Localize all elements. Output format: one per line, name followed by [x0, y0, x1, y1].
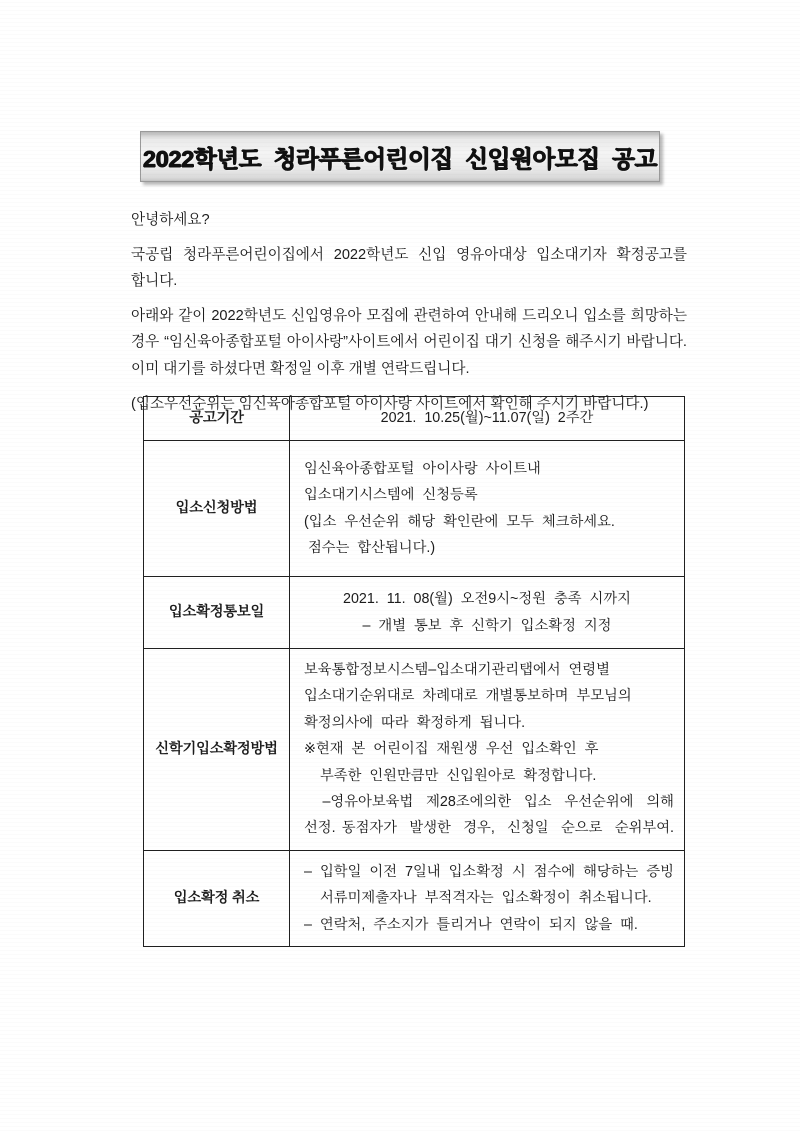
value-lines	[290, 448, 684, 570]
paragraph-details: 아래와 같이 2022학년도 신입영유아 모집에 관련하여 안내해 드리오니 입소를 희망하는 경우 “임신육아종합포털 아이사랑”사이트에서 어린이집 대기 신청을 해주시기 바랍니다. 이미 대기를 하셨다면 확정일 이후 개별 연락드립니다.	[131, 307, 687, 377]
row-label-cancellation: 입소확정 취소	[144, 850, 290, 946]
table-row	[144, 649, 685, 851]
value-lines	[290, 397, 684, 439]
value-line: 점수는 합산됩니다.)	[304, 539, 436, 556]
row-label-confirmation-date: 입소확정통보일	[144, 577, 290, 649]
value-line: 확정의사에 따라 확정하게 됩니다.	[304, 714, 526, 731]
row-value-admission-method	[290, 649, 685, 851]
value-line: 입소대기순위대로 차례대로 개별통보하며 부모님의	[304, 688, 632, 705]
value-line: 부족한 인원만큼만 신입원아로 확정합니다.	[316, 767, 597, 784]
row-label-announcement-period: 공고기간	[144, 397, 290, 441]
row-value-application-method	[290, 441, 685, 577]
value-line: 임신육아종합포털 아이사랑 사이트내	[304, 460, 541, 477]
document-title-banner	[140, 131, 660, 182]
paragraph-greeting: 안녕하세요?	[131, 212, 210, 228]
paragraph-priority-note: (입소우선순위는 임신육아종합포털 아이사랑 사이트에서 확인해 주시기 바랍니다.)	[131, 395, 649, 412]
row-value-announcement-period	[290, 397, 685, 441]
value-line: (입소 우선순위 해당 확인란에 모두 체크하세요.	[304, 513, 615, 530]
table-row	[144, 397, 685, 441]
table-row	[144, 577, 685, 649]
value-lines	[290, 578, 684, 647]
row-label-admission-method: 신학기입소확정방법	[144, 649, 290, 851]
value-lines	[290, 649, 684, 850]
document-body	[131, 207, 687, 425]
table-body	[144, 397, 685, 947]
value-line: 입소대기시스템에 신청등록	[304, 487, 478, 504]
value-line: 선정. 동점자가 발생한 경우, 신청일 순으로 순위부여.	[304, 820, 674, 837]
value-line: – 연락처, 주소지가 틀리거나 연락이 되지 않을 때.	[304, 916, 638, 933]
row-value-cancellation	[290, 850, 685, 946]
value-line: 서류미제출자나 부적격자는 입소확정이 취소됩니다.	[316, 890, 652, 907]
value-line: – 개별 통보 후 신학기 입소확정 지정	[362, 617, 612, 634]
value-line: 보육통합정보시스템–입소대기관리탭에서 연령별	[304, 662, 610, 678]
admission-info-table	[143, 396, 685, 947]
value-line: 2021. 10.25(월)~11.07(일) 2주간	[380, 410, 594, 427]
table-row	[144, 850, 685, 946]
value-line: 2021. 11. 08(월) 오전9시~정원 충족 시까지	[343, 591, 631, 608]
value-line: – 입학일 이전 7일내 입소확정 시 점수에 해당하는 증빙	[304, 863, 674, 880]
page-title: 2022학년도 청라푸른어린이집 신입원아모집 공고	[142, 145, 658, 172]
row-value-confirmation-date	[290, 577, 685, 649]
paragraph-intro: 국공립 청라푸른어린이집에서 2022학년도 신입 영유아대상 입소대기자 확정공고를 합니다.	[131, 246, 687, 290]
value-lines	[290, 851, 684, 946]
value-line: –영유아보육법 제28조에의한 입소 우선순위에 의해	[316, 794, 674, 811]
value-line: ※현재 본 어린이집 재원생 우선 입소확인 후	[304, 741, 599, 758]
row-label-application-method: 입소신청방법	[144, 441, 290, 577]
table-row	[144, 441, 685, 577]
